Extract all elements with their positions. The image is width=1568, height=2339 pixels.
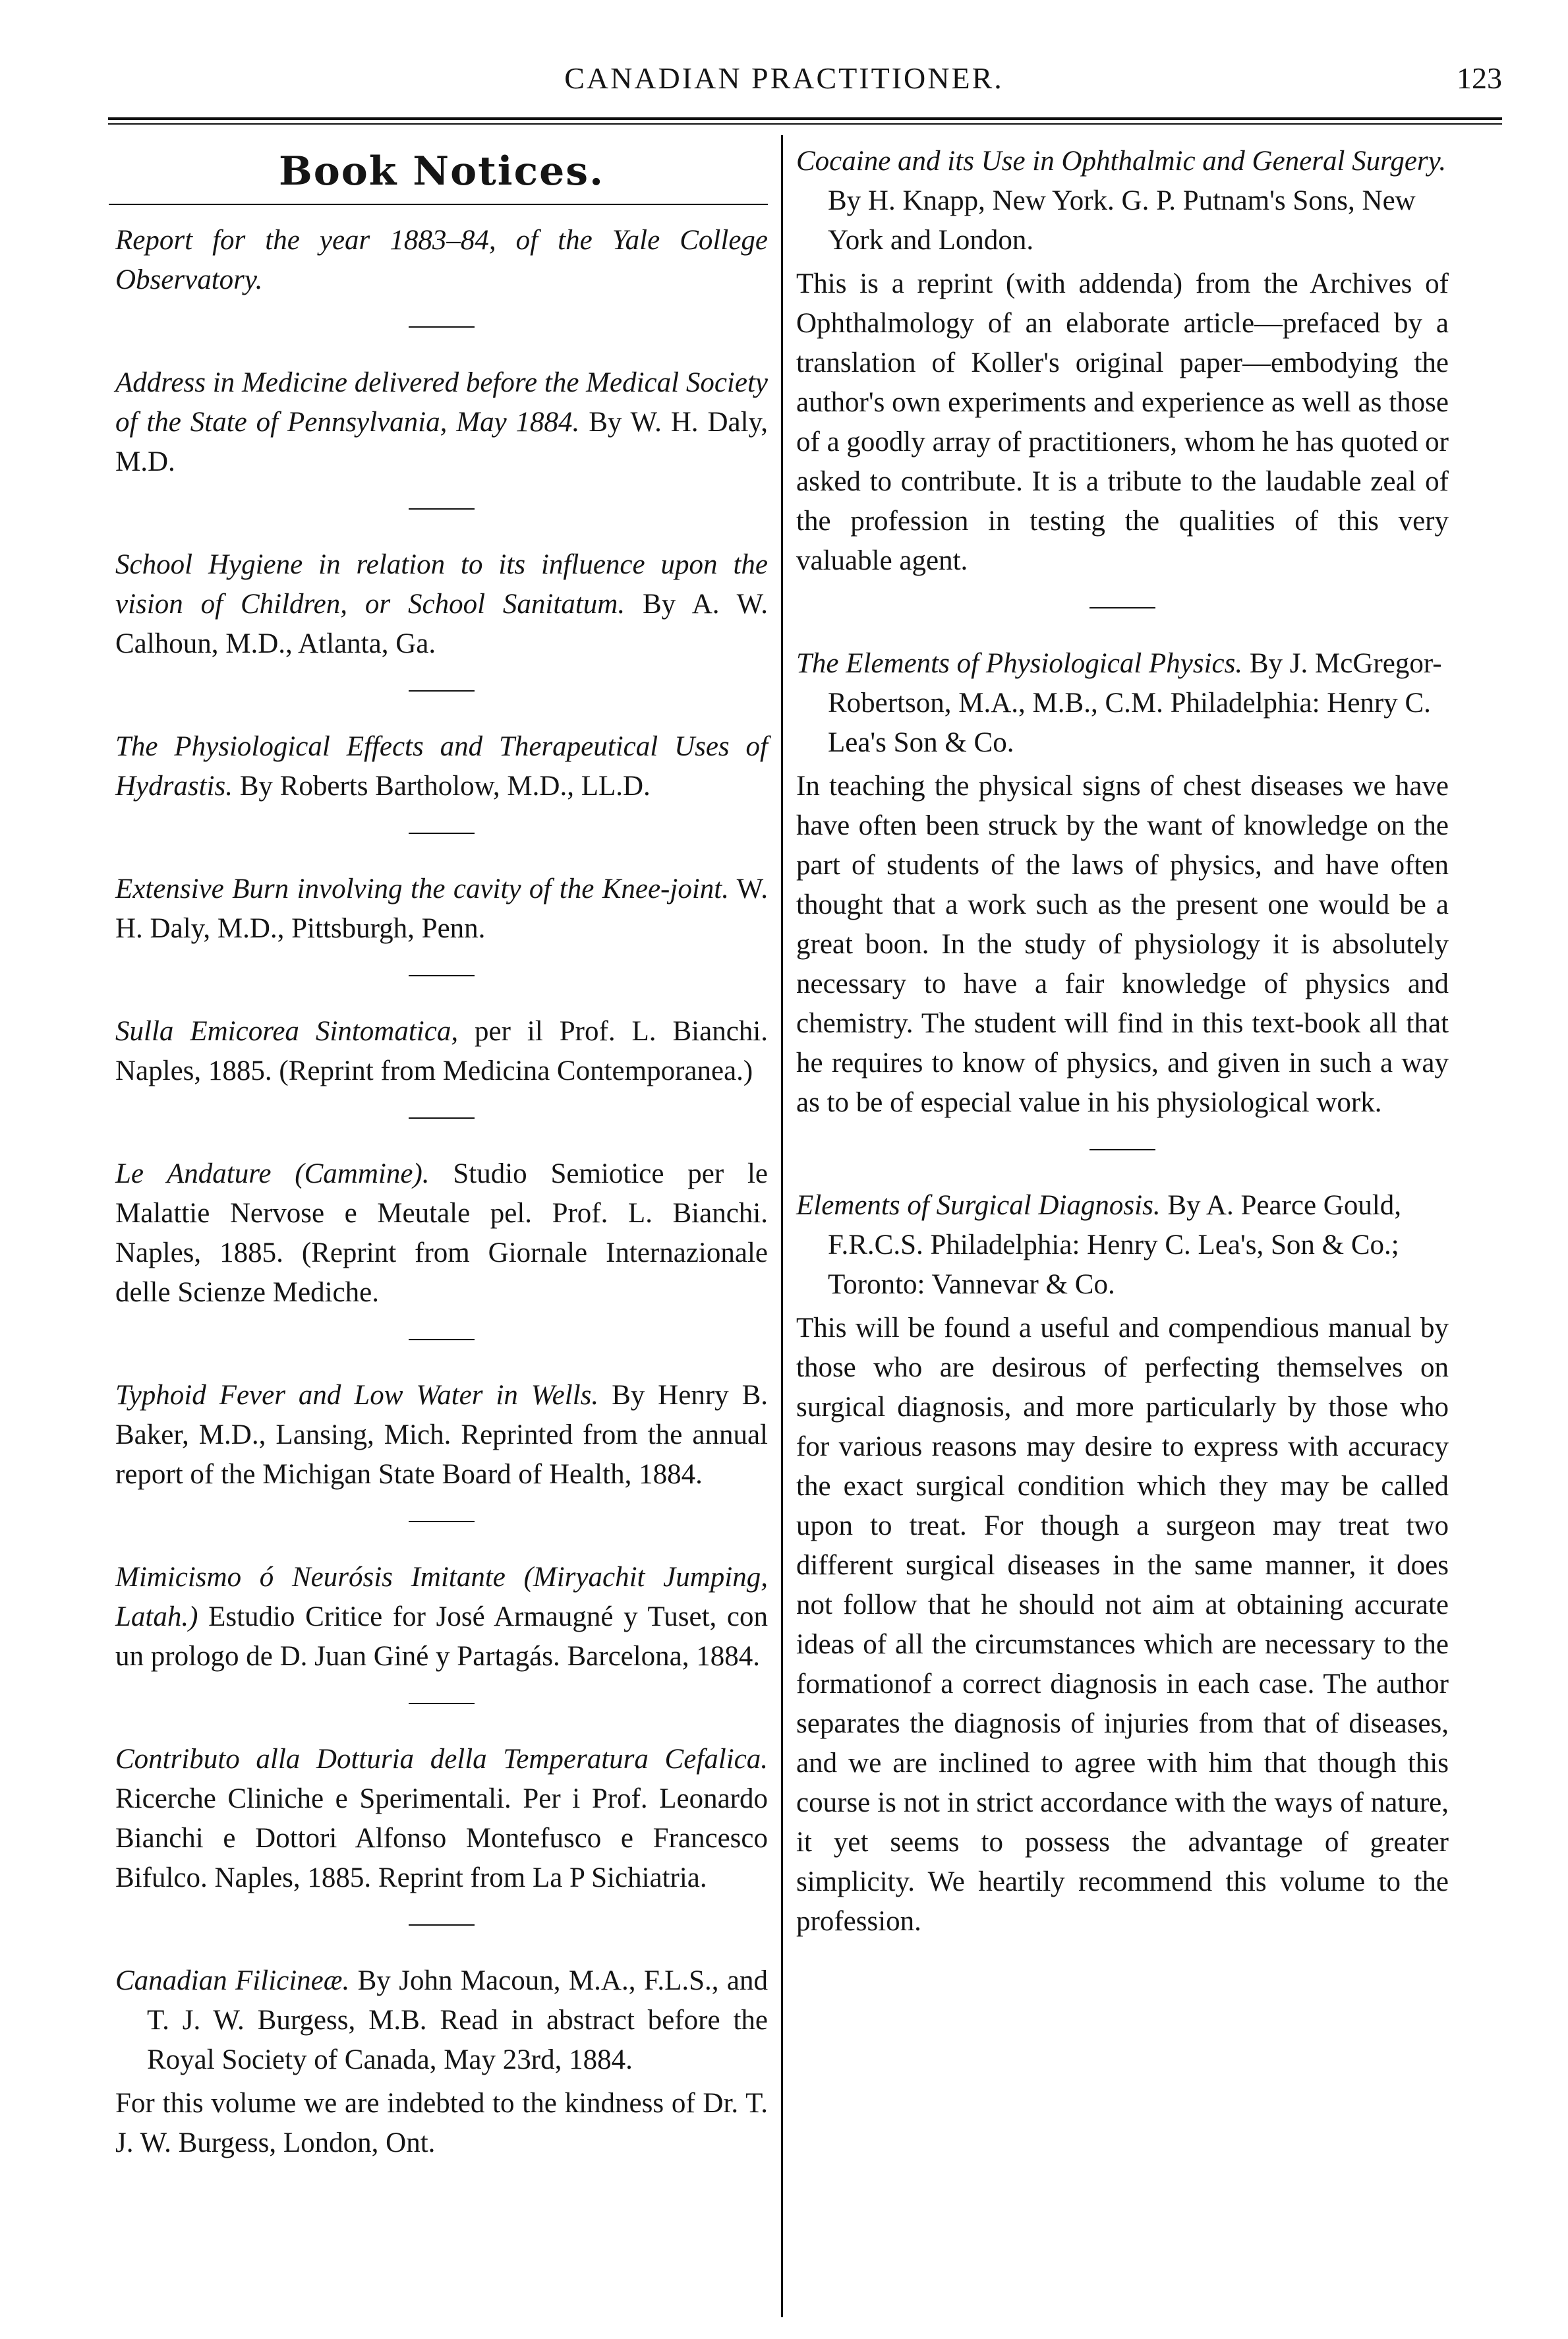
- entry-details: Estudio Critice for José Armaugné y Tuset, con un prologo de D. Juan Giné y Partagás. Barcelona, 1884.: [115, 1601, 769, 1672]
- review: [115, 1961, 768, 2163]
- book-notice-entry: [115, 1558, 768, 1676]
- separator-rule: [409, 1924, 475, 1926]
- entry-details: By Henry B. Baker, M.D., Lansing, Mich. Reprinted from the annual report of the Michigan State Board of Health, 1884.: [115, 1380, 768, 1490]
- review-title: The Elements of Physiological Physics.: [796, 648, 1243, 679]
- separator-rule: [409, 508, 475, 510]
- entry-details: By W. H. Daly, M.D.: [115, 407, 768, 477]
- separator-rule: [409, 326, 475, 328]
- book-notice-entry: [115, 1012, 768, 1091]
- entry-title: Contributo alla Dotturia della Temperatura Cefalica.: [115, 1744, 768, 1775]
- review-title: Cocaine and its Use in Ophthalmic and General Surgery.: [796, 146, 1447, 177]
- section-rule: [109, 204, 768, 205]
- review: [796, 1186, 1449, 1941]
- running-title: CANADIAN PRACTITIONER.: [564, 61, 1004, 95]
- page-number: 123: [1457, 61, 1502, 95]
- entry-title: Typhoid Fever and Low Water in Wells.: [115, 1380, 599, 1411]
- review-title: Canadian Filicineæ.: [115, 1965, 350, 1996]
- entry-title: Report for the year 1883–84, of the Yale College Observatory.: [115, 225, 768, 295]
- review-heading: [796, 142, 1449, 260]
- entry-title: Sulla Emicorea Sintomatica,: [115, 1016, 459, 1047]
- review-body: In teaching the physical signs of chest diseases we have have often been struck by the want of knowledge on the part of students of the laws of physics, and have often thought that a work such as the present one would be a great boon. In the study of physiology it is absolutely necessary to have a fair knowledge of physics and chemistry. The student will find in this text-book all that he requires to know of physics, and given in such a way as to be of especial value in his physiological work.: [796, 771, 1449, 1118]
- review-details: By J. McGregor-Robertson, M.A., M.B., C.M. Philadelphia: Henry C. Lea's Son & Co.: [828, 648, 1442, 758]
- separator-rule: [409, 1339, 475, 1340]
- separator-rule: [409, 1521, 475, 1522]
- review: [796, 644, 1449, 1123]
- separator-rule: [409, 1117, 475, 1119]
- review-details: By H. Knapp, New York. G. P. Putnam's Sons, New York and London.: [828, 185, 1416, 256]
- separator-rule: [409, 1703, 475, 1704]
- separator-rule: [409, 690, 475, 692]
- review-heading: [115, 1961, 768, 2080]
- book-notice-entry: [115, 1154, 768, 1313]
- entry-details: W. H. Daly, M.D., Pittsburgh, Penn.: [115, 873, 768, 944]
- book-notice-entry: [115, 221, 768, 300]
- book-notice-entry: [115, 1376, 768, 1495]
- entry-title: Le Andature (Cammine).: [115, 1158, 430, 1189]
- left-column: [115, 142, 768, 2163]
- book-notice-entry: [115, 727, 768, 806]
- review-details: By A. Pearce Gould, F.R.C.S. Philadelphia: Henry C. Lea's, Son & Co.; Toronto: Vannevar & Co.: [828, 1190, 1402, 1300]
- entry-title: Extensive Burn involving the cavity of the Knee-joint.: [115, 873, 729, 904]
- entry-details: Ricerche Cliniche e Sperimentali. Per i Prof. Leonardo Bianchi e Dottori Alfonso Montefusco e Francesco Bifulco. Naples, 1885. Reprint from La P Sichiatria.: [115, 1783, 768, 1893]
- review-title: Elements of Surgical Diagnosis.: [796, 1190, 1161, 1221]
- separator-rule: [409, 975, 475, 976]
- review-heading: [796, 644, 1449, 763]
- separator-rule: [1089, 607, 1155, 608]
- review-body: This is a reprint (with addenda) from the Archives of Ophthalmology of an elaborate article—prefaced by a translation of Koller's original paper—embodying the author's own experiments and experience as well as those of a goodly array of practitioners, whom he has quoted or asked to contribute. It is a tribute to the laudable zeal of the profession in testing the qualities of this very valuable agent.: [796, 268, 1449, 576]
- entry-details: per il Prof. L. Bianchi. Naples, 1885. (Reprint from Medicina Contemporanea.): [115, 1016, 768, 1086]
- book-notice-entry: [115, 545, 768, 664]
- separator-rule: [409, 833, 475, 834]
- right-column: [796, 142, 1449, 1941]
- header-rule: [108, 117, 1502, 125]
- separator-rule: [1089, 1149, 1155, 1150]
- running-head: [0, 54, 1568, 107]
- entry-title: School Hygiene in relation to its influence upon the vision of Children, or School Sanitatum.: [115, 549, 768, 620]
- review-details: By John Macoun, M.A., F.L.S., and T. J. W. Burgess, M.B. Read in abstract before the Royal Society of Canada, May 23rd, 1884.: [147, 1965, 769, 2075]
- entry-details: By A. W. Calhoun, M.D., Atlanta, Ga.: [115, 589, 769, 659]
- column-divider: [781, 135, 783, 2317]
- review-body: For this volume we are indebted to the kindness of Dr. T. J. W. Burgess, London, Ont.: [115, 2088, 768, 2158]
- book-notice-entry: [115, 870, 768, 949]
- review-heading: [796, 1186, 1449, 1305]
- entry-title: Address in Medicine delivered before the Medical Society of the State of Pennsylvania, May 1884.: [115, 367, 768, 438]
- entry-title: The Physiological Effects and Therapeutical Uses of Hydrastis.: [115, 731, 768, 802]
- review-body: This will be found a useful and compendious manual by those who are desirous of perfecting themselves on surgical diagnosis, and more particularly by those who for various reasons may desire to express with accuracy the exact surgical condition which they may be called upon to treat. For though a surgeon may treat two different surgical diseases in the same manner, it does not follow that he should not aim at obtaining accurate ideas of all the circumstances which are necessary to the formationof a correct diagnosis in each case. The author separates the diagnosis of injuries from that of diseases, and we are inclined to agree with him that though this course is not in strict accordance with the ways of nature, it yet seems to possess the advantage of greater simplicity. We heartily recommend this volume to the profession.: [796, 1313, 1449, 1937]
- book-notice-entry: [115, 363, 768, 482]
- book-notice-entry: [115, 1740, 768, 1898]
- entry-details: By Roberts Bartholow, M.D., LL.D.: [239, 771, 651, 802]
- entry-title: Mimicismo ó Neurósis Imitante (Miryachit Jumping, Latah.): [115, 1562, 768, 1632]
- review: [796, 142, 1449, 581]
- section-title: Book Notices.: [279, 148, 604, 194]
- entry-details: Studio Semiotice per le Malattie Nervose e Meutale pel. Prof. L. Bianchi. Naples, 1885. (Reprint from Giornale Internazionale delle Scienze Mediche.: [115, 1158, 769, 1308]
